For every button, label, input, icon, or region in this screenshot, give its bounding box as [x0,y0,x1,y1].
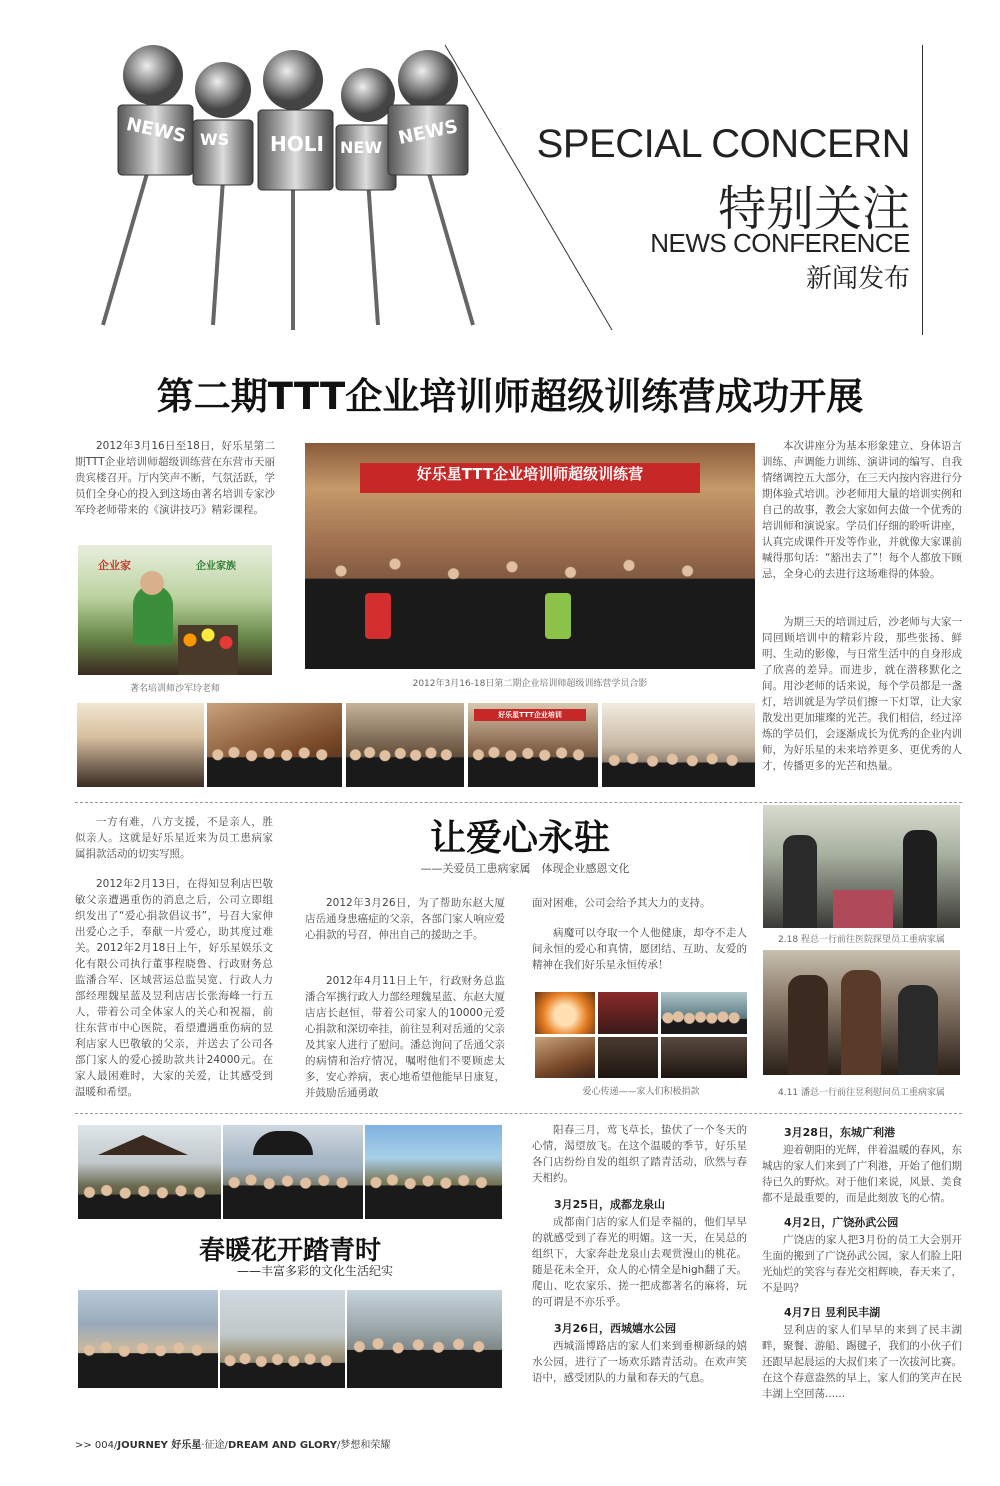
article1-intro: 2012年3月16日至18日，好乐星第二期TTT企业培训师超级训练营在东营市天丽贵宾楼召开。厅内笑声不断，气氛活跃，学员们全身心的投入到这场由著名培训专家沙军玲老师带来的《演讲技巧》精彩课程。 [75,440,275,516]
donation-photo-3 [661,992,747,1034]
page-footer [75,1436,390,1451]
article2-col3-p1: 面对困难，公司会给予其大力的支持。 [532,897,711,909]
headline-spring: 春暖花开踏青时 [198,1236,381,1266]
footer-middle: ·征途/ [201,1440,228,1451]
article2-col1-p2: 2012年2月13日，在得知昱利店巴敬敏父亲遭遇重伤的消息之后，公司立即组织发出了“爱心捐款倡议书”，号召大家伸出爱心之手，奉献一片爱心，助其度过难关。2012年2月18日上午，好乐星娱乐文化有限公司执行董事程晓鲁、行政财务总监潘合军、区域营运总监吴宽、行政人力部经理魏星蓝及昱利店店长张海峰一行五人，带着公司全体家人的关心和祝福，前往东营市中心医院，看望遭遇重伤病的昱利店家人巴敬敏的父亲，并送去了公司各部门家人的爱心援助款共计24000元。在家人最困难时，大家的关爱，让其感受到温暖和希望。 [75,878,273,1098]
donation-hearts-photo [535,992,595,1034]
hospital-visit-photo-2 [763,950,960,1075]
training-thumb-5 [602,703,755,787]
spring-section-title: 3月25日，成都龙泉山 [554,1198,665,1211]
hospital-visit-photo-1 [763,805,960,928]
footer-page-number: >> 004/ [75,1440,118,1451]
outing-photo-lake [78,1290,218,1388]
mic-label: NEWS [396,115,460,150]
teacher-banner-left: 企业家 [98,559,131,572]
mic-label: WS [200,130,230,149]
spring-section-title: 3月26日，西城嬉水公园 [554,1322,676,1335]
training-thumb-4 [468,703,598,787]
spring-section-title: 4月2日，广饶孙武公园 [784,1216,899,1229]
teacher-photo [78,545,272,675]
hospital-visit-caption-2: 4.11 潘总一行前往昱利慰问员工重病家属 [778,1088,945,1098]
outing-photo-umbrella [223,1125,363,1219]
spring-section-body: 昱利店的家人们早早的来到了民丰湖畔，聚餐、游船、踢毽子，我们的小伙子们还跟早起晨运的大叔们来了一次拔河比赛。在这个春意盎然的早上，家人们的笑声在民丰湖上空回荡...... [762,1324,962,1400]
divider [75,1113,962,1114]
article2-col1-p1: 一方有难，八方支援，不是亲人，胜似亲人。这就是好乐星近来为员工患病家属捐款活动的切实写照。 [75,816,273,860]
divider [75,802,962,803]
section-title-en: SPECIAL CONCERN [536,122,910,166]
spring-section-body: 西城淄博路店的家人们来到垂柳新绿的嬉水公园，进行了一场欢乐踏青活动。在欢声笑语中，感受团队的力量和春天的气息。 [532,1340,747,1384]
article1-right-p2: 为期三天的培训过后，沙老师与大家一同回顾培训中的精彩片段，那些张扬、鲜明、生动的影像，与日常生活中的自身形成了欣喜的差异。而进步，就在潜移默化之间。用沙老师的话来说，每个学员都是一盏灯，培训就是为学员们擦一下灯罩，让大家散发出更加璀璨的光芒。我们相信，经过淬炼的学员们，会逐渐成长为优秀的企业内训师，为好乐星的未来培养更多、更优秀的人才，传播更多的光芒和热量。 [762,616,962,772]
diagonal-rule [440,40,620,340]
training-thumb-1 [77,703,204,787]
donation-collage [535,992,747,1078]
article2-col3-p2: 病魔可以夺取一个人他健康，却夺不走人间永恒的爱心和真情，愿团结、互助、友爱的精神在我们好乐星永恒传承！ [532,927,747,971]
outing-photo-pavilion [78,1125,221,1219]
mic-label: NEW [340,138,382,157]
section-title-cn: 特别关注 [717,181,910,237]
outing-photo-crowd [347,1290,502,1388]
spring-column-2 [762,1124,962,1402]
training-thumb-2 [207,703,342,787]
article1-right-p1: 本次讲座分为基本形象建立、身体语言训练、声调能力训练、演讲词的编写、自我情绪调控五大部分，在三天内按内容进行分期体验式培训。沙老师用大量的培训实例和自己的故事，教会大家如何去做一个优秀的培训师和演说家。学员们仔细的聆听讲座，认真完成课件开发等作业，并就像大家课前喊得那句话：“豁出去了”！每个人都放下顾忌，全身心的去进行这场难得的体验。 [762,440,962,580]
headline-training-camp: 第二期TTT企业培训师超级训练营成功开展 [156,375,864,418]
donation-caption: 爱心传递——家人们积极捐款 [582,1087,700,1097]
headline-love: 让爱心永驻 [429,818,610,859]
donation-photo-2 [598,992,658,1034]
article2-col2-p2: 2012年4月11日上午，行政财务总监潘合军携行政人力部经理魏星蓝、东赵大厦店店长赵恒，带着公司家人的10000元爱心捐款和深切牵挂，前往昱利对岳通的父亲及其家人进行了慰问。潘总询问了岳通父亲的病情和治疗情况，嘱咐他们不要顾虑太多，安心养病，衷心地希望他能早日康复，并鼓励岳通勇敢 [305,975,505,1099]
training-thumb-3 [346,703,464,787]
footer-dream: DREAM AND GLORY [227,1440,337,1451]
hospital-visit-caption-1: 2.18 程总一行前往医院探望员工重病家属 [778,935,945,945]
section-subtitle-cn: 新闻发布 [805,264,910,294]
teacher-banner-right: 企业家族 [196,561,236,572]
donation-photo-5 [598,1037,658,1078]
section-subtitle-en: NEWS CONFERENCE [650,228,910,258]
thumb-banner: 好乐星TTT企业培训 [474,709,586,721]
group-photo-caption: 2012年3月16-18日第二期企业培训师超级训练营学员合影 [412,679,648,689]
spring-intro: 阳春三月，莺飞草长，蛰伏了一个冬天的心情，渴望放飞。在这个温暖的季节，好乐星各门店纷纷自发的组织了踏青活动，欣然与春天相约。 [532,1124,747,1184]
spring-section-title: 3月28日，东城广利港 [784,1126,895,1139]
spring-section-body: 成都南门店的家人们是幸福的，他们早早的就感受到了春光的明媚。这一天，在吴总的组织下，大家奔赴龙泉山去观赏漫山的桃花。随是花未全开，众人的心情全是high翻了天。爬山、吃农家乐、搓一把成都著名的麻将，玩的可谓是不亦乐乎。 [532,1216,747,1308]
donation-photo-4 [535,1037,595,1078]
teacher-caption: 著名培训师沙军玲老师 [129,684,220,694]
vertical-rule [922,45,923,335]
outing-photo-field [220,1290,345,1388]
group-photo-banner: 好乐星TTT企业培训师超级训练营 [360,463,700,493]
footer-journey: JOURNEY 好乐星 [117,1440,202,1451]
spring-column-1 [532,1122,747,1386]
outing-photo-group [365,1125,502,1219]
group-photo [305,443,755,669]
spring-section-body: 迎着朝阳的光辉，伴着温暖的春风，东城店的家人们来到了广利港，开始了他们期待已久的野炊。对于他们来说，风景、美食都不是最重要的，而是此刻放飞的心情。 [762,1144,962,1204]
spring-section-body: 广饶店的家人把3月份的员工大会别开生面的搬到了广饶孙武公园，家人们脸上阳光灿烂的笑容与春光交相辉映，春天来了，不是吗？ [762,1234,962,1294]
subhead-love: ——关爱员工患病家属 体现企业感恩文化 [420,862,630,875]
mic-label: HOLI [270,132,324,156]
mic-label: NEWS [124,113,188,148]
spring-section-title: 4月7日 昱利民丰湖 [784,1306,881,1319]
donation-photo-6 [661,1037,747,1078]
subhead-spring: ——丰富多彩的文化生活纪实 [236,1264,393,1278]
article2-col2-p1: 2012年3月26日，为了帮助东赵大厦店岳通身患癌症的父亲，各部门家人响应爱心捐款的号召，伸出自己的援助之手。 [305,897,505,941]
footer-suffix: /梦想和荣耀 [336,1440,391,1451]
